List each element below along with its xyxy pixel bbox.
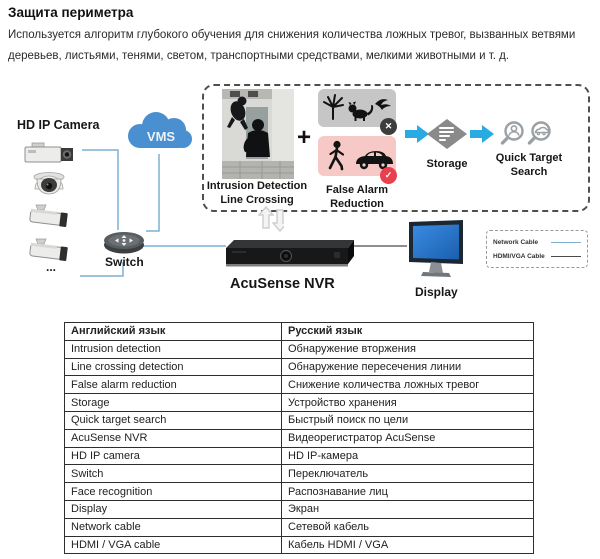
table-cell: Обнаружение пересечения линии (282, 358, 534, 376)
nvr-label: AcuSense NVR (230, 276, 335, 292)
table-row (65, 429, 534, 447)
page-description: Используется алгоритм глубокого обучения для снижения количества ложных тревог, вызванных ветвями деревьев, листьями, тенями, светом, транспортными средствами, мелкими животными и т. д. (8, 29, 576, 62)
switch-label: Switch (105, 255, 144, 269)
table-cell: Switch (65, 465, 282, 483)
display-label: Display (415, 285, 458, 299)
storage-label: Storage (426, 158, 468, 170)
table-cell: HD IP camera (65, 447, 282, 465)
storage-icon (426, 118, 468, 150)
intrusion-detection-label: Intrusion Detection Line Crossing (206, 180, 308, 206)
translation-table (64, 322, 534, 554)
hd-ip-camera-label: HD IP Camera (17, 118, 100, 132)
table-cell: False alarm reduction (65, 376, 282, 394)
translation-table-wrapper (64, 322, 534, 554)
table-cell: Устройство хранения (282, 394, 534, 412)
switch-icon (102, 228, 146, 256)
table-cell: Сетевой кабель (282, 518, 534, 536)
table-header-row (65, 323, 534, 341)
table-cell: Видеорегистратор AcuSense (282, 429, 534, 447)
table-cell: Экран (282, 500, 534, 518)
network-cable-line-sample (551, 242, 581, 243)
table-cell: Кабель HDMI / VGA (282, 536, 534, 554)
quick-target-search-icons (499, 120, 557, 148)
false-alarm-label: False Alarm Reduction (326, 184, 388, 210)
legend-network-cable: Network Cable (493, 239, 581, 246)
table-cell: Быстрый поиск по цели (282, 411, 534, 429)
table-cell: Intrusion detection (65, 340, 282, 358)
plus-sign: + (297, 124, 312, 151)
table-cell: Снижение количества ложных тревог (282, 376, 534, 394)
table-cell: Network cable (65, 518, 282, 536)
x-badge: ✕ (380, 118, 397, 135)
table-row (65, 500, 534, 518)
page-title: Защита периметра (8, 5, 134, 20)
table-row (65, 536, 534, 554)
box-camera-icon (22, 140, 78, 166)
table-header-russian: Русский язык (282, 323, 534, 341)
dome-camera-icon (30, 170, 68, 198)
vms-cloud-icon (120, 106, 198, 156)
translation-table-body (65, 340, 534, 554)
table-cell: Display (65, 500, 282, 518)
arrow-right-icon (470, 125, 494, 143)
table-row (65, 483, 534, 501)
table-cell: Распознавание лиц (282, 483, 534, 501)
table-cell: Переключатель (282, 465, 534, 483)
exchange-arrows-icon (256, 206, 284, 232)
table-row (65, 376, 534, 394)
camera-ellipsis: ... (46, 260, 57, 274)
vms-label: VMS (146, 129, 176, 144)
display-monitor (406, 220, 466, 284)
table-cell: AcuSense NVR (65, 429, 282, 447)
topology-diagram (0, 78, 600, 318)
table-header-english: Английский язык (65, 323, 282, 341)
bullet-camera-icon (22, 202, 76, 232)
table-row (65, 447, 534, 465)
table-row (65, 465, 534, 483)
hdmi-vga-cable-line-sample (551, 256, 581, 257)
table-row (65, 411, 534, 429)
intrusion-photo (222, 89, 294, 179)
table-cell: HDMI / VGA cable (65, 536, 282, 554)
table-cell: Quick target search (65, 411, 282, 429)
nvr-device (222, 234, 356, 272)
check-badge: ✓ (380, 167, 397, 184)
table-cell: Обнаружение вторжения (282, 340, 534, 358)
table-cell: HD IP-камера (282, 447, 534, 465)
table-row (65, 340, 534, 358)
table-row (65, 394, 534, 412)
cable-legend (486, 230, 588, 268)
table-cell: Storage (65, 394, 282, 412)
table-cell: Face recognition (65, 483, 282, 501)
table-row (65, 358, 534, 376)
quick-target-search-label: Quick Target Search (495, 152, 563, 178)
legend-hdmi-vga-cable: HDMI/VGA Cable (493, 253, 581, 260)
table-row (65, 518, 534, 536)
table-cell: Line crossing detection (65, 358, 282, 376)
